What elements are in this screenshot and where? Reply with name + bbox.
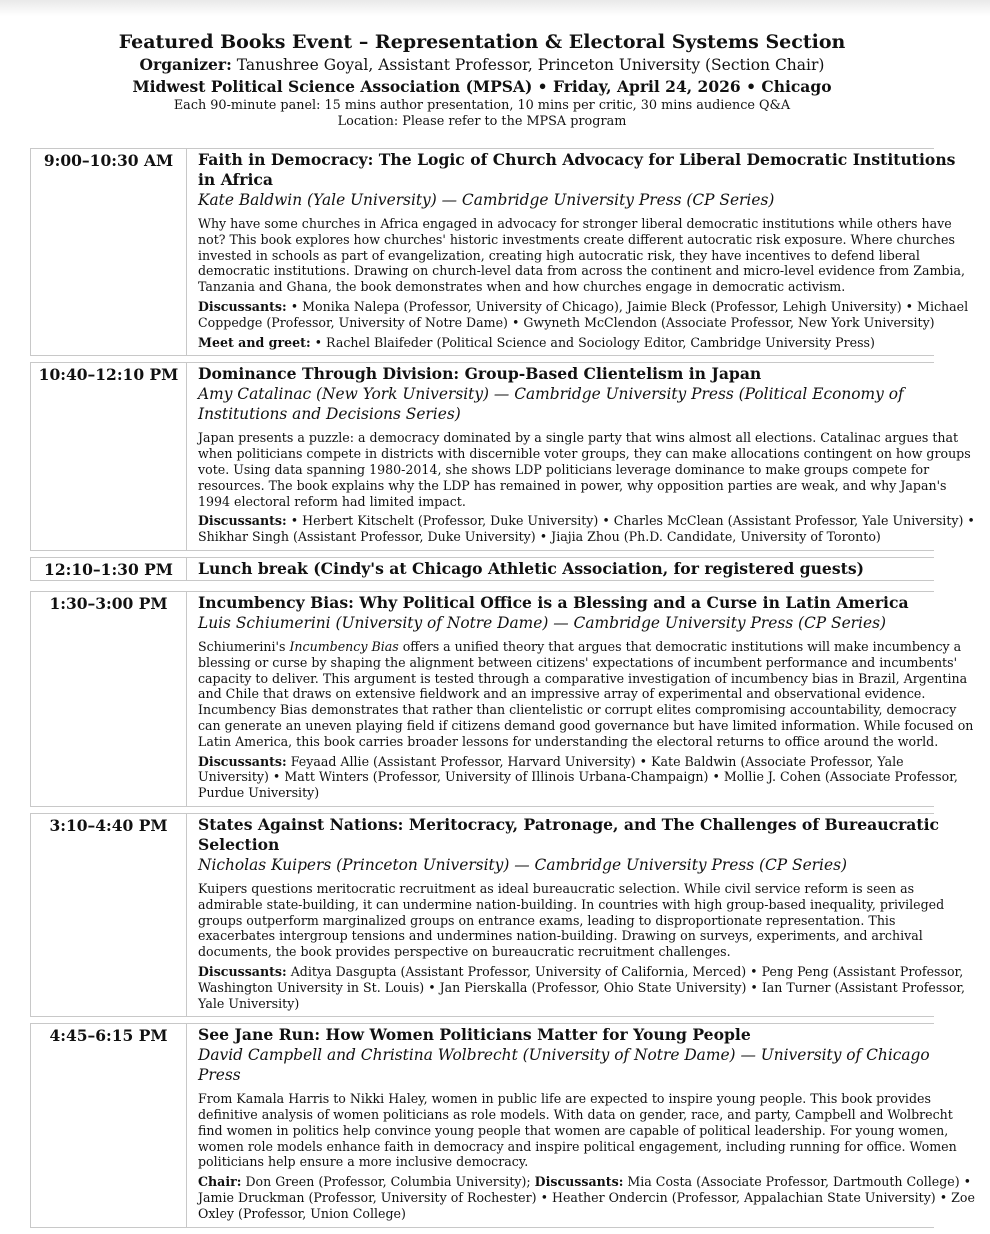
- discussants-list: • Herbert Kitschelt (Professor, Duke University) • Charles McClean (Assistant Professor, Yale University) • Shikhar Singh (Assistant Professor, Duke University) • Jiajia Zhou (Ph.D. Candidate, University of Toronto): [198, 513, 975, 545]
- book-author: Nicholas Kuipers (Princeton University) — Cambridge University Press (CP Series): [198, 855, 847, 874]
- top-shade: [0, 0, 990, 16]
- book-description: Japan presents a puzzle: a democracy dominated by a single party that wins almost all elections. Catalinac argues that when politicians compete in districts with discernible voter groups, they can make allocations contingent on how groups vote. Using data spanning 1980-2014, she shows LDP politicians leverage dominance to make groups compete for resources. The book explains why the LDP has remained in power, why opposition parties are weak, and why Japan's 1994 electoral reform had limited impact.: [198, 430, 971, 509]
- discussants-label: Discussants:: [198, 753, 287, 769]
- organizer-text: Tanushree Goyal, Assistant Professor, Princeton University (Section Chair): [236, 56, 825, 74]
- chair-discussants-line: [198, 1174, 976, 1221]
- session-content: [187, 814, 976, 1016]
- book-description: Kuipers questions meritocratic recruitment as ideal bureaucratic selection. While civil service reform is seen as admirable state-building, it can undermine nation-building. In countries with high group-based inequality, privileged groups outperform marginalized groups on entrance exams, leading to disproportionate representation. This exacerbates intergroup tensions and undermines nation-building. Drawing on surveys, experiments, and archival documents, the book provides perspective on bureaucratic recruitment challenges.: [198, 880, 945, 960]
- session-content: [187, 558, 976, 580]
- format-note: Each 90-minute panel: 15 mins author presentation, 10 mins per critic, 30 mins audience Q&A: [173, 98, 791, 113]
- chair-text: Don Green (Professor, Columbia University);: [245, 1174, 531, 1190]
- book-description: Why have some churches in Africa engaged in advocacy for stronger liberal democratic institutions while others have not? This book explores how churches' historic investments create different autocratic risk exposure. Where churches invested in schools as part of evangelization, creating high autocratic risk, they have incentives to defend liberal democratic institutions. Drawing on church-level data from across the continent and micro-level evidence from Zambia, Tanzania and Ghana, the book demonstrates when and how churches engage in democratic activism.: [198, 216, 966, 295]
- discussants-list: Mia Costa (Associate Professor, Dartmouth College) • Jamie Druckman (Professor, University of Rochester) • Heather Ondercin (Professor, Appalachian State University) • Zoe Oxley (Professor, Union College): [198, 1174, 975, 1221]
- discussants-line: [198, 964, 976, 1011]
- session-time: 1:30–3:00 PM: [31, 592, 187, 806]
- schedule-table: [30, 148, 975, 1234]
- session-row: [30, 362, 975, 551]
- discussants-line: [198, 513, 976, 545]
- association-line: Midwest Political Science Association (MPSA) • Friday, April 24, 2026 • Chicago: [132, 77, 832, 96]
- organizer-line: [0, 54, 964, 76]
- session-row: [30, 1023, 975, 1227]
- discussants-label: Discussants:: [198, 298, 287, 314]
- book-title: Dominance Through Division: Group-Based Clientelism in Japan: [198, 364, 762, 384]
- book-title: Incumbency Bias: Why Political Office is a Blessing and a Curse in Latin America: [198, 592, 909, 612]
- session-time: 12:10–1:30 PM: [31, 558, 187, 580]
- discussants-label: Discussants:: [534, 1174, 624, 1190]
- lunch-title: Lunch break (Cindy's at Chicago Athletic Association, for registered guests): [198, 558, 864, 578]
- lunch-row: [30, 557, 934, 581]
- session-time: 10:40–12:10 PM: [31, 363, 187, 550]
- discussants-list: Feyaad Allie (Assistant Professor, Harvard University) • Kate Baldwin (Associate Professor, Yale University) • Matt Winters (Professor, University of Illinois Urbana-Champaign) • Mollie J. Cohen (Associate Professor, Purdue University): [198, 753, 958, 801]
- book-author: Kate Baldwin (Yale University) — Cambridge University Press (CP Series): [198, 191, 775, 209]
- page-title: Featured Books Event – Representation & Electoral Systems Section: [118, 31, 846, 53]
- organizer-label: Organizer:: [139, 55, 232, 74]
- book-description: From Kamala Harris to Nikki Haley, women in public life are expected to inspire young people. This book provides definitive analysis of women politicians as role models. With data on gender, race, and party, Campbell and Wolbrecht find women in politics help convince young people that women are capable of political leadership. For young women, women role models enhance faith in democracy and inspire political engagement, including running for office. Women politicians help ensure a more inclusive democracy.: [198, 1091, 957, 1170]
- session-time: 3:10–4:40 PM: [31, 814, 187, 1016]
- chair-label: Chair:: [198, 1174, 242, 1190]
- book-author: Amy Catalinac (New York University) — Cambridge University Press (Political Economy of Institutions and Decisions Series): [198, 385, 904, 424]
- session-content: [187, 592, 976, 806]
- discussants-label: Discussants:: [198, 963, 287, 979]
- book-title: States Against Nations: Meritocracy, Patronage, and The Challenges of Bureaucratic Selection: [198, 814, 940, 854]
- discussants-label: Discussants:: [198, 513, 287, 529]
- discussants-list: • Monika Nalepa (Professor, University of Chicago), Jaimie Bleck (Professor, Lehigh University) • Michael Coppedge (Professor, University of Notre Dame) • Gwyneth McClendon (Associate Professor, New York University): [198, 298, 969, 330]
- book-author: Luis Schiumerini (University of Notre Dame) — Cambridge University Press (CP Series): [198, 613, 886, 632]
- description-italic-title: Incumbency Bias: [289, 638, 399, 654]
- document-header: [0, 30, 964, 130]
- session-row: [30, 148, 969, 356]
- discussants-line: [198, 299, 976, 331]
- book-title: Faith in Democracy: The Logic of Church Advocacy for Liberal Democratic Institutions in Africa: [198, 150, 956, 189]
- session-content: [187, 1024, 976, 1226]
- book-author: David Campbell and Christina Wolbrecht (University of Notre Dame) — University of Chicago Press: [198, 1046, 930, 1085]
- session-content: [187, 363, 976, 550]
- session-time: 4:45–6:15 PM: [31, 1024, 187, 1226]
- description-body: offers a unified theory that argues that democratic institutions will make incumbency a blessing or curse by shaping the alignment between citizens' expectations of incumbent performance and incumbents' capacity to deliver. This argument is tested through a comparative investigation of incumbency bias in Brazil, Argentina and Chile that draws on extensive fieldwork and an impressive array of experimental and observational evidence. Incumbency Bias demonstrates that rather than clientelistic or corrupt elites compromising accountability, democracy can generate an uneven playing field if citizens demand good governance but have limited information. While focused on Latin America, this book carries broader lessons for understanding the electoral returns to office around the world.: [198, 638, 974, 749]
- discussants-line: [198, 754, 976, 801]
- meet-greet-text: • Rachel Blaifeder (Political Science and Sociology Editor, Cambridge University Press): [314, 334, 875, 350]
- session-content: [187, 149, 976, 355]
- location-note: Location: Please refer to the MPSA program: [337, 114, 627, 129]
- book-description: [198, 639, 976, 750]
- session-row: [30, 813, 966, 1017]
- meet-greet-line: [198, 335, 976, 351]
- session-row: [30, 591, 974, 807]
- discussants-list: Aditya Dasgupta (Assistant Professor, University of California, Merced) • Peng Peng (Assistant Professor, Washington University in St. Louis) • Jan Pierskalla (Professor, Ohio State University) • Ian Turner (Assistant Professor, Yale University): [198, 963, 966, 1011]
- session-time: 9:00–10:30 AM: [31, 149, 187, 355]
- meet-greet-label: Meet and greet:: [198, 334, 311, 350]
- description-lead: Schiumerini's: [198, 638, 290, 654]
- book-title: See Jane Run: How Women Politicians Matter for Young People: [198, 1025, 751, 1045]
